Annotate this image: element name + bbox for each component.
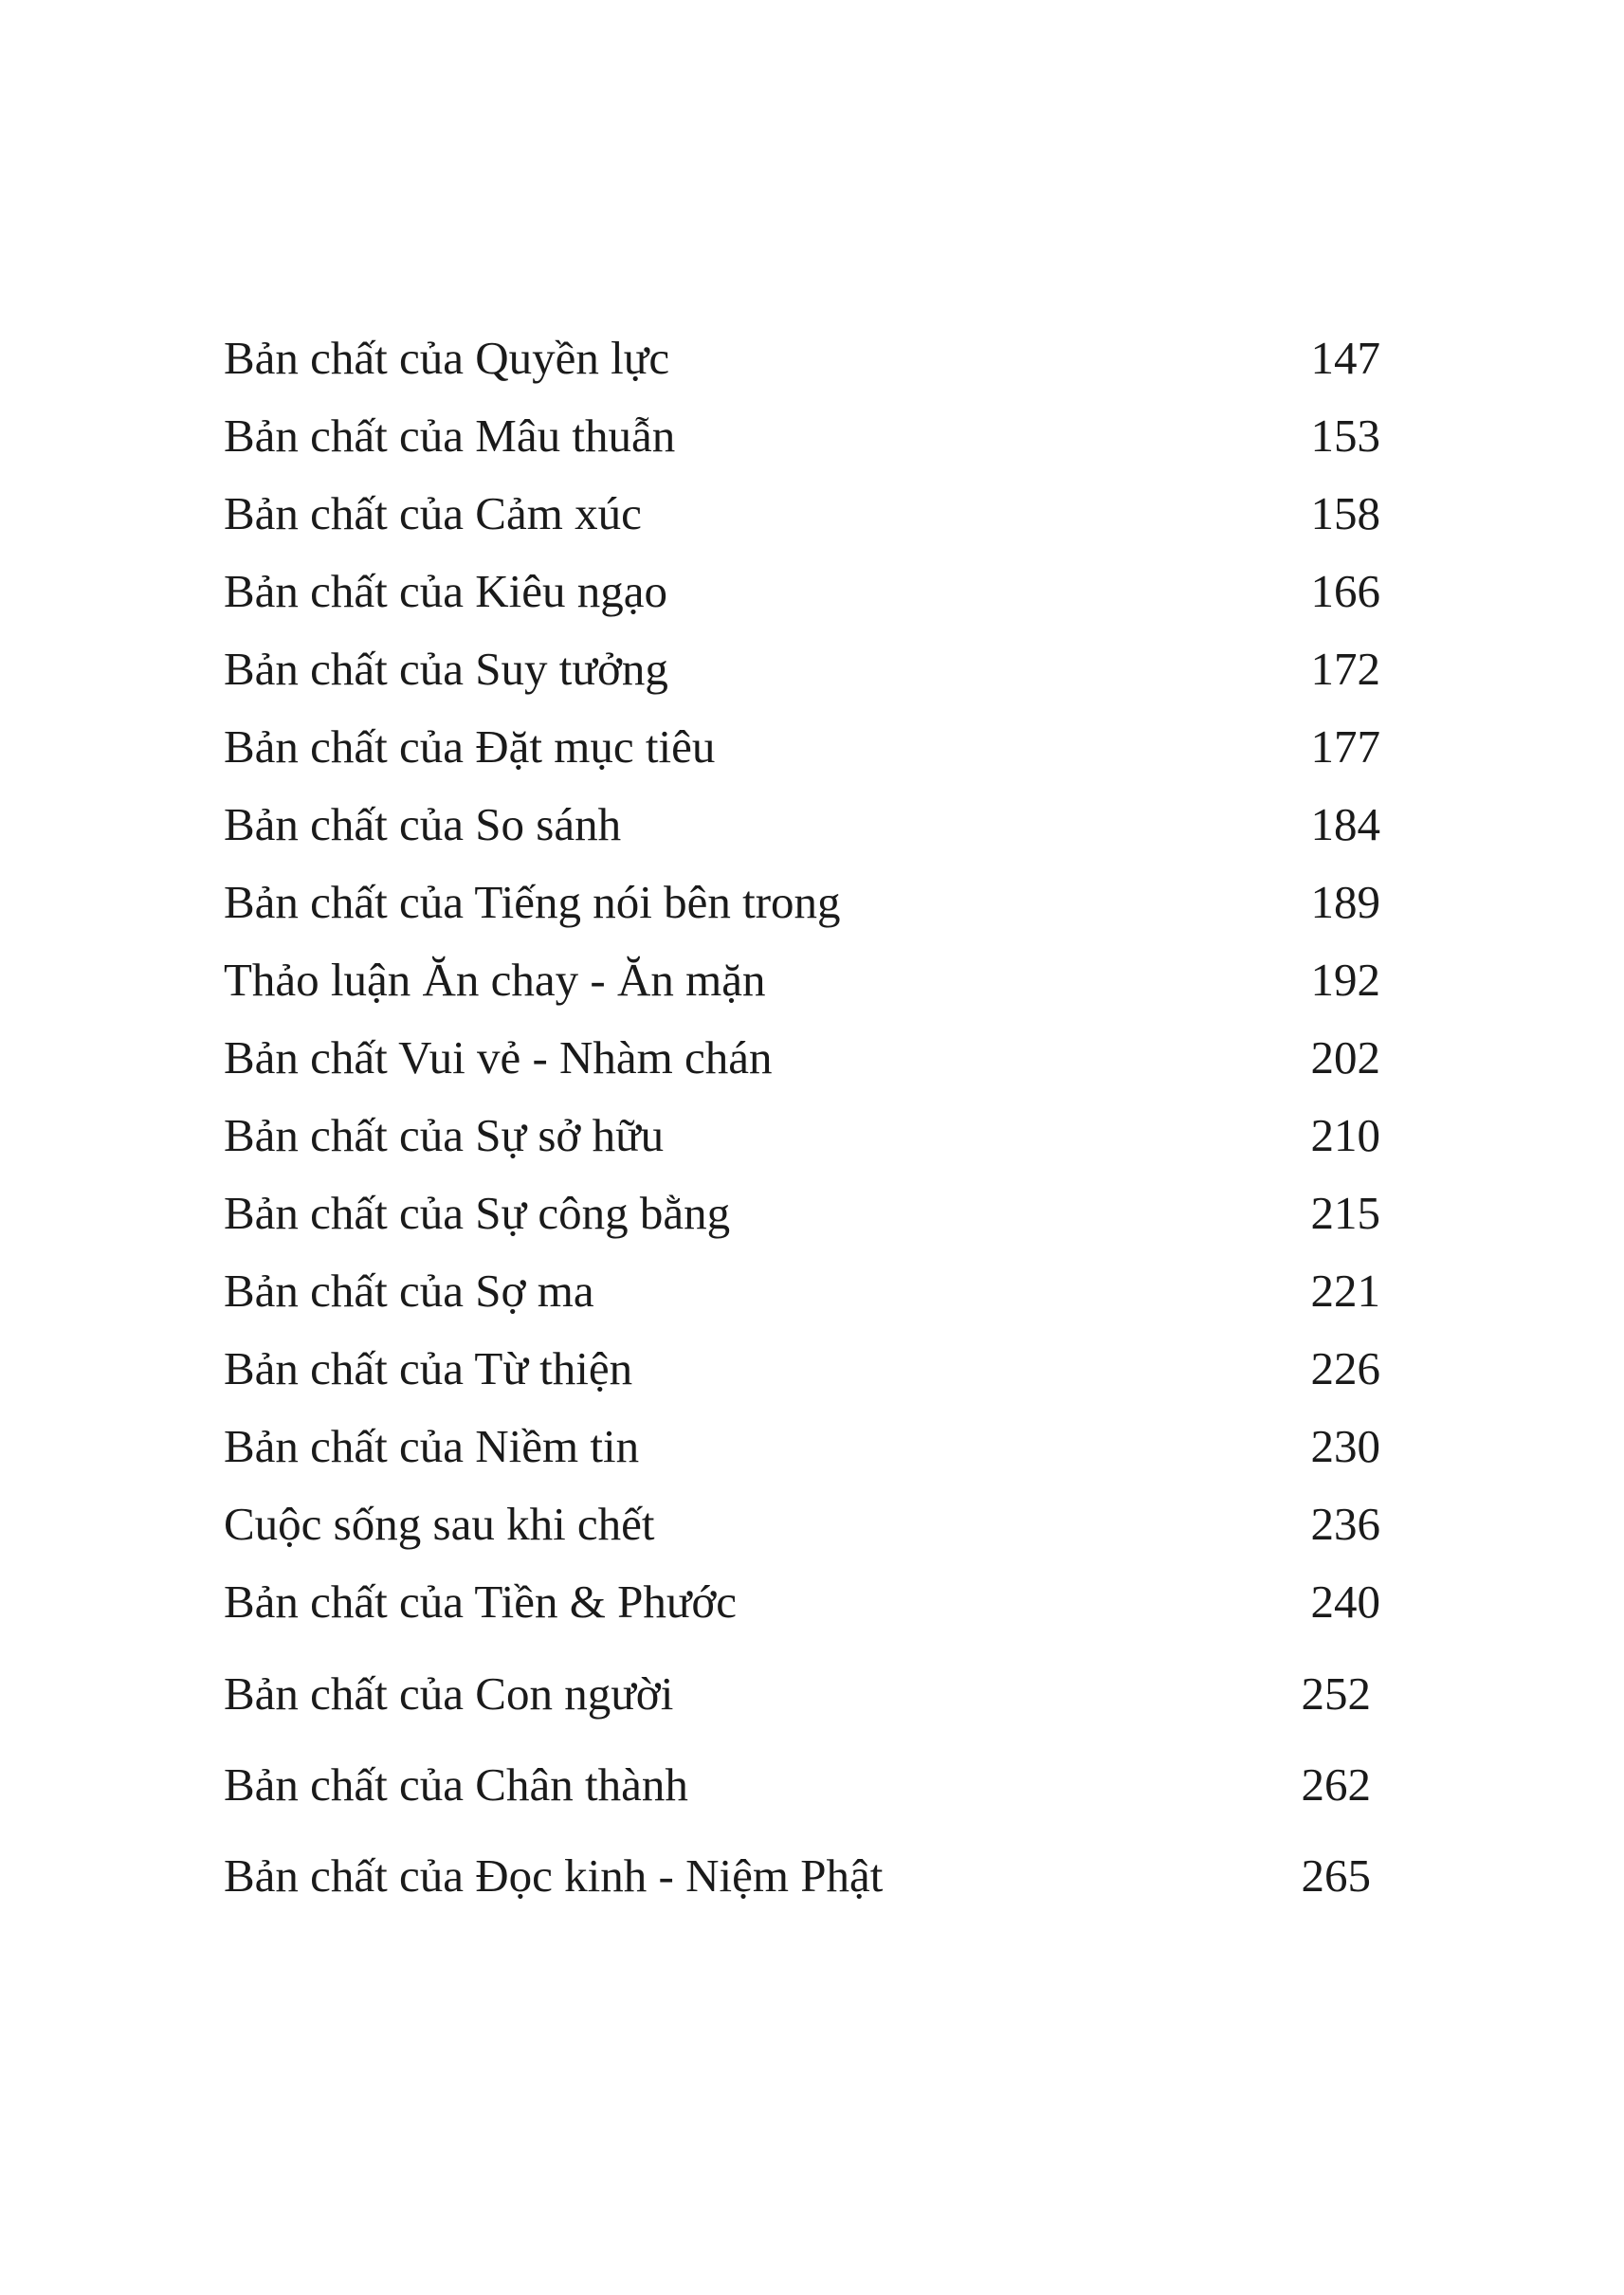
toc-entry-title: Bản chất của Niềm tin [224,1420,640,1472]
toc-entry-page-number: 166 [1310,565,1380,617]
toc-entry [224,636,1380,702]
toc-entry [224,1025,1380,1091]
toc-entry-page-number: 172 [1310,643,1380,695]
toc-entry-title: Bản chất của Kiêu ngạo [224,565,668,617]
toc-entry [224,947,1380,1013]
toc-entry-page-number: 226 [1310,1342,1380,1394]
toc-entry-title: Bản chất của Đặt mục tiêu [224,720,716,773]
toc-entry-title: Thảo luận Ăn chay - Ăn mặn [224,954,766,1006]
toc-entry-page-number: 177 [1310,720,1380,773]
toc-entry [224,1258,1380,1324]
toc-entry-title: Bản chất của So sánh [224,798,622,850]
toc-entry [224,325,1380,392]
toc-entry-title: Bản chất của Mâu thuẫn [224,410,676,462]
toc-entry-page-number: 210 [1310,1109,1380,1161]
toc-entry [224,1661,1380,1727]
toc-entry [224,1569,1380,1635]
toc-entry-page-number: 252 [1301,1667,1371,1720]
toc-entry-title: Bản chất của Con người [224,1667,674,1720]
toc-entry [224,869,1380,936]
toc-entry [224,1336,1380,1402]
toc-entry-page-number: 202 [1310,1031,1380,1084]
toc-entry-title: Bản chất của Chân thành [224,1758,688,1811]
toc-entry [224,1102,1380,1169]
toc-entry-title: Bản chất của Suy tưởng [224,643,668,695]
toc-entry-page-number: 230 [1310,1420,1380,1472]
toc-entry-title: Bản chất của Tiếng nói bên trong [224,876,841,928]
toc-entry-page-number: 189 [1310,876,1380,928]
toc-entry [224,558,1380,625]
toc-entry-page-number: 265 [1301,1849,1371,1902]
toc-entry-title: Bản chất của Sự sở hữu [224,1109,665,1161]
toc-entry-page-number: 236 [1310,1498,1380,1550]
toc-entry-page-number: 192 [1310,954,1380,1006]
toc-entry-title: Bản chất của Từ thiện [224,1342,633,1394]
toc-entry-page-number: 215 [1310,1187,1380,1239]
toc-entry-page-number: 158 [1310,487,1380,539]
toc-entry [224,714,1380,780]
toc-entry [224,1491,1380,1557]
toc-entry-title: Bản chất Vui vẻ - Nhàm chán [224,1031,773,1084]
toc-entry-title: Bản chất của Sợ ma [224,1265,594,1317]
toc-entry [224,792,1380,858]
toc-entry-title: Bản chất của Sự công bằng [224,1187,731,1239]
toc-entry [224,1180,1380,1247]
toc-entry [224,1752,1380,1818]
toc-entry [224,403,1380,469]
toc-entry-page-number: 221 [1310,1265,1380,1317]
toc-entry [224,1413,1380,1480]
toc-entry-page-number: 262 [1301,1758,1371,1811]
toc-entry-title: Bản chất của Quyền lực [224,332,670,384]
toc-entry-title: Bản chất của Cảm xúc [224,487,642,539]
toc-entry-title: Bản chất của Đọc kinh - Niệm Phật [224,1849,884,1902]
toc-entry-title: Cuộc sống sau khi chết [224,1498,655,1550]
toc-entry-page-number: 147 [1310,332,1380,384]
toc-entry-page-number: 184 [1310,798,1380,850]
toc-entry-title: Bản chất của Tiền & Phước [224,1576,738,1628]
toc-entry [224,481,1380,547]
toc-entry [224,1843,1380,1909]
toc-entry-page-number: 153 [1310,410,1380,462]
toc-entry-page-number: 240 [1310,1576,1380,1628]
